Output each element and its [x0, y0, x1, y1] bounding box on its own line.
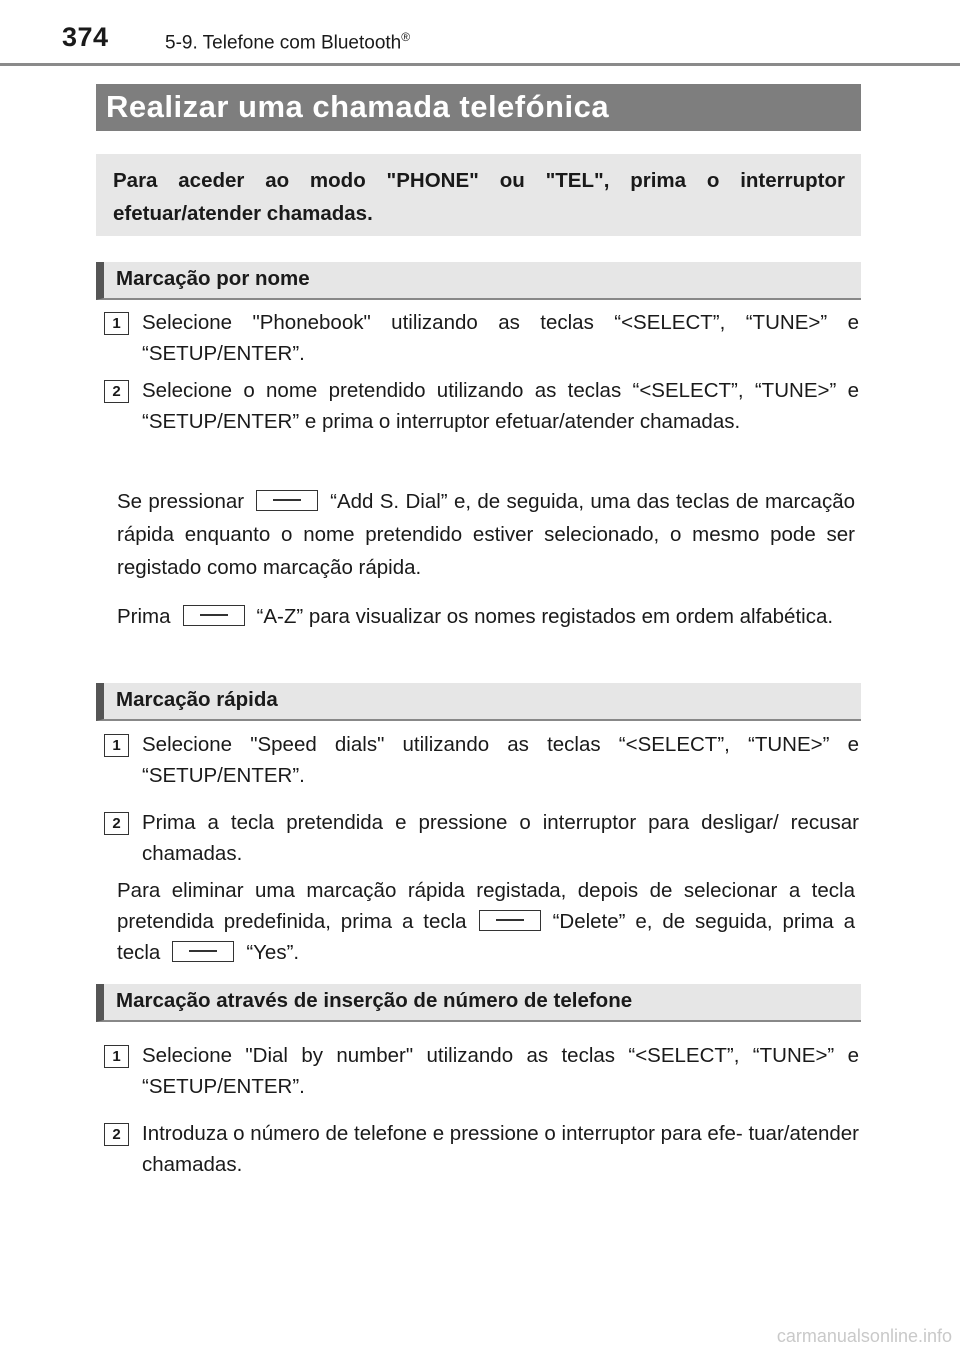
note-delete-speed-dial — [117, 875, 855, 968]
page-number: 374 — [62, 22, 109, 52]
step-text: Selecione o nome pretendido utilizando as teclas “<SELECT”, “TUNE>” e “SETUP/ENTER” e prima o interruptor efetuar/atender chamadas. — [142, 379, 859, 433]
soft-key-icon — [172, 941, 234, 962]
subheading-dial-by-name — [96, 262, 861, 300]
step-item — [104, 307, 859, 369]
step-item — [104, 807, 859, 869]
watermark: carmanualsonline.info — [776, 1326, 952, 1346]
step-number: 2 — [104, 380, 129, 403]
step-number: 1 — [104, 1045, 129, 1068]
step-number: 2 — [104, 1123, 129, 1146]
step-item — [104, 375, 859, 437]
note-text: “A-Z” para visualizar os nomes registados em ordem alfabética. — [256, 605, 834, 628]
intro-box — [96, 154, 861, 236]
subheading-text: Marcação por nome — [116, 267, 310, 290]
note-text: Prima — [117, 605, 171, 628]
title-banner — [96, 84, 861, 131]
note-text: “Yes”. — [246, 941, 300, 964]
step-text: Selecione "Dial by number" utilizando as teclas “<SELECT”, “TUNE>” e “SETUP/ENTER”. — [142, 1044, 859, 1098]
header-divider — [0, 63, 960, 66]
subheading-dial-by-number — [96, 984, 861, 1022]
step-text: Prima a tecla pretendida e pressione o interruptor para desligar/ recusar chamadas. — [142, 811, 859, 865]
step-number: 1 — [104, 734, 129, 757]
step-item — [104, 1118, 859, 1180]
page-header — [0, 0, 960, 66]
soft-key-icon — [479, 910, 541, 931]
step-number: 1 — [104, 312, 129, 335]
soft-key-icon — [183, 605, 245, 626]
soft-key-icon — [256, 490, 318, 511]
note-a-z — [117, 600, 855, 633]
subheading-speed-dial — [96, 683, 861, 721]
step-text: Introduza o número de telefone e pressione o interruptor para efe- tuar/atender chamadas. — [142, 1122, 859, 1176]
step-item — [104, 729, 859, 791]
section-title-text: 5-9. Telefone com Bluetooth — [165, 32, 402, 54]
note-text: “Delete” e, de seguida, prima a tecla — [117, 910, 855, 964]
note-text: “Add S. Dial” e, de seguida, uma das teclas de marcação rápida enquanto o nome pretendido estiver selecionado, o mesmo pode ser registado como marcação rápida. — [117, 490, 855, 579]
section-title — [165, 30, 410, 54]
subheading-text: Marcação rápida — [116, 688, 278, 711]
step-number: 2 — [104, 812, 129, 835]
note-add-speed-dial — [117, 485, 855, 584]
note-text: Se pressionar — [117, 490, 245, 513]
step-text: Selecione "Phonebook" utilizando as teclas “<SELECT”, “TUNE>” e “SETUP/ENTER”. — [142, 311, 859, 365]
registered-mark: ® — [401, 30, 411, 44]
page-title: Realizar uma chamada telefónica — [106, 89, 610, 124]
note-text: Para eliminar uma marcação rápida registada, depois de selecionar a tecla pretendida predefinida, prima a tecla — [117, 879, 855, 933]
step-item — [104, 1040, 859, 1102]
intro-text: Para aceder ao modo "PHONE" ou "TEL", prima o interruptor efetuar/atender chamadas. — [113, 169, 845, 225]
step-text: Selecione "Speed dials" utilizando as teclas “<SELECT”, “TUNE>” e “SETUP/ENTER”. — [142, 733, 859, 787]
subheading-text: Marcação através de inserção de número de telefone — [116, 989, 633, 1012]
